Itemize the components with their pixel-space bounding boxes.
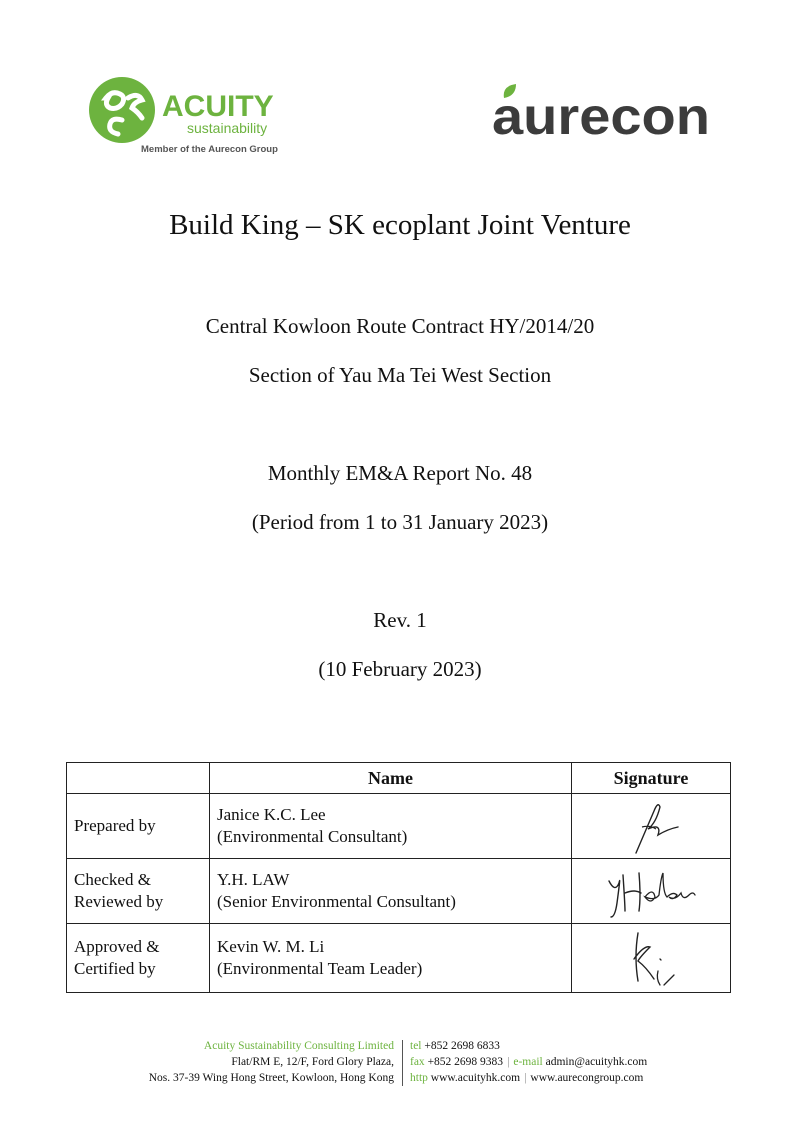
web-link-aurecon[interactable]: www.aurecongroup.com (530, 1072, 644, 1084)
report-period: (Period from 1 to 31 January 2023) (251, 510, 549, 534)
tel-label: tel (410, 1040, 422, 1052)
signoff-row-approved (67, 924, 731, 993)
footer-company: Acuity Sustainability Consulting Limited (203, 1040, 394, 1052)
footer-fax-line (410, 1054, 647, 1070)
footer-contact-block (410, 1038, 647, 1086)
role-label: Checked & (74, 870, 151, 889)
signature-law (601, 863, 701, 919)
name-cell (210, 859, 572, 924)
acuity-tagline: sustainability (187, 120, 268, 136)
role-cell (67, 794, 210, 859)
signature-li (616, 927, 686, 989)
web-link-acuity[interactable]: www.acuityhk.com (430, 1072, 521, 1084)
acuity-member-line: Member of the Aurecon Group (141, 144, 278, 155)
name-cell (210, 794, 572, 859)
separator: | (524, 1072, 527, 1084)
aurecon-logo (492, 84, 722, 146)
signature-cell (572, 794, 731, 859)
role-label: Approved & (74, 937, 160, 956)
acuity-logo-mark (88, 76, 288, 158)
fax-value: +852 2698 9383 (427, 1056, 504, 1068)
role-label: Prepared by (74, 816, 156, 835)
name-header: Name (210, 763, 572, 794)
role-cell (67, 859, 210, 924)
footer-web-line (410, 1070, 647, 1086)
document-title: Build King – SK ecoplant Joint Venture (169, 209, 631, 241)
signature-lee (616, 797, 686, 855)
tel-value: +852 2698 6833 (424, 1040, 500, 1052)
aurecon-logo-mark (492, 84, 722, 146)
person-name: Kevin W. M. Li (217, 937, 325, 956)
footer-address-line: Nos. 37-39 Wing Hong Street, Kowloon, Hong Kong (148, 1072, 394, 1084)
role-cell (67, 924, 210, 993)
signoff-table (66, 762, 731, 993)
name-cell (210, 924, 572, 993)
separator: | (507, 1056, 510, 1068)
role-label: Reviewed by (74, 892, 164, 911)
person-title: (Environmental Consultant) (217, 827, 408, 846)
acuity-wordmark: ACUITY (162, 90, 274, 123)
email-label: e-mail (513, 1056, 543, 1068)
fax-label: fax (410, 1056, 425, 1068)
person-title: (Environmental Team Leader) (217, 959, 423, 978)
signature-cell (572, 924, 731, 993)
footer-tel-line (410, 1038, 647, 1054)
http-label: http (410, 1072, 428, 1084)
signature-header: Signature (572, 763, 731, 794)
role-header (67, 763, 210, 794)
section-line: Section of Yau Ma Tei West Section (248, 363, 552, 387)
footer-address-line: Flat/RM E, 12/F, Ford Glory Plaza, (231, 1056, 394, 1068)
footer-address-block (149, 1038, 394, 1086)
report-number: Monthly EM&A Report No. 48 (267, 461, 533, 485)
acuity-logo (88, 76, 288, 158)
person-name: Janice K.C. Lee (217, 805, 326, 824)
signoff-row-prepared (67, 794, 731, 859)
revision: Rev. 1 (373, 608, 427, 632)
aurecon-wordmark: aurecon (492, 88, 710, 146)
contract-line: Central Kowloon Route Contract HY/2014/20 (205, 314, 595, 338)
person-name: Y.H. LAW (217, 870, 290, 889)
revision-date: (10 February 2023) (318, 657, 482, 681)
signature-cell (572, 859, 731, 924)
role-label: Certified by (74, 959, 156, 978)
footer-divider (402, 1040, 403, 1086)
signoff-row-checked (67, 859, 731, 924)
person-title: (Senior Environmental Consultant) (217, 892, 456, 911)
email-link[interactable]: admin@acuityhk.com (545, 1056, 648, 1068)
signoff-header-row (67, 763, 731, 794)
